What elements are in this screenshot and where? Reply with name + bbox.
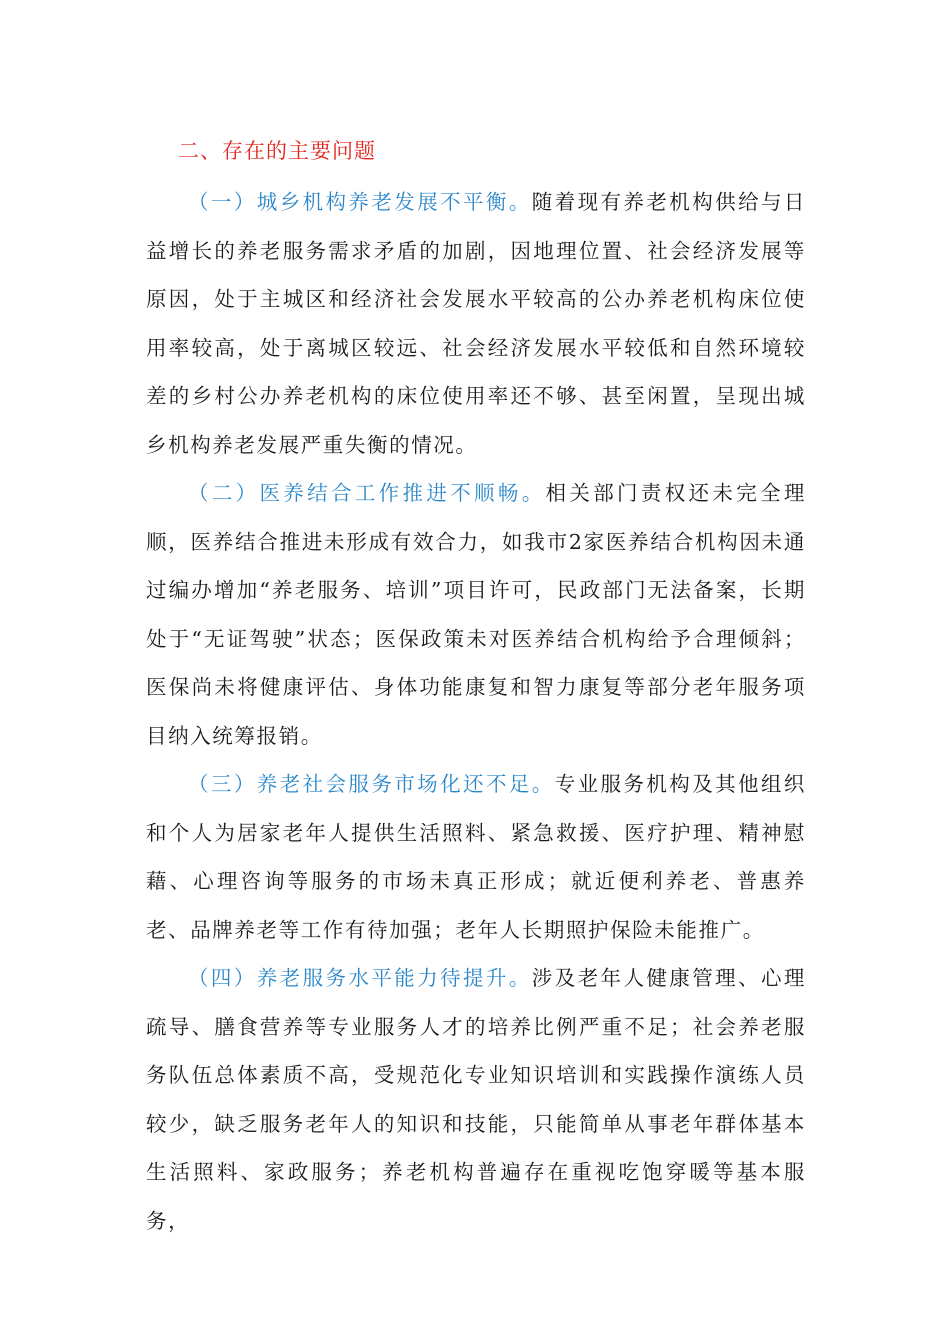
paragraph-1 (146, 178, 806, 469)
paragraph-2 (146, 469, 806, 760)
paragraph-4 (146, 954, 806, 1245)
document-body (146, 178, 806, 1245)
paragraph-2-title: （二）医养结合工作推进不顺畅。 (188, 481, 546, 505)
paragraph-2-body: 相关部门责权还未完全理顺，医养结合推进未形成有效合力，如我市2家医养结合机构因未通过编办增加“养老服务、培训”项目许可，民政部门无法备案，长期处于“无证驾驶”状态；医保政策未对医养结合机构给予合理倾斜；医保尚未将健康评估、身体功能康复和智力康复等部分老年服务项目纳入统筹报销。 (146, 481, 807, 748)
paragraph-1-body: 随着现有养老机构供给与日益增长的养老服务需求矛盾的加剧，因地理位置、社会经济发展等原因，处于主城区和经济社会发展水平较高的公办养老机构床位使用率较高，处于离城区较远、社会经济发展水平较低和自然环境较差的乡村公办养老机构的床位使用率还不够、甚至闲置，呈现出城乡机构养老发展严重失衡的情况。 (146, 190, 807, 457)
paragraph-4-title: （四）养老服务水平能力待提升。 (188, 966, 532, 990)
section-heading: 二、存在的主要问题 (178, 139, 376, 163)
paragraph-3-title: （三）养老社会服务市场化还不足。 (188, 772, 555, 796)
paragraph-4-body: 涉及老年人健康管理、心理疏导、膳食营养等专业服务人才的培养比例严重不足；社会养老服务队伍总体素质不高，受规范化专业知识培训和实践操作演练人员较少，缺乏服务老年人的知识和技能，只能简单从事老年群体基本生活照料、家政服务；养老机构普遍存在重视吃饱穿暖等基本服务， (146, 966, 807, 1233)
paragraph-1-title: （一）城乡机构养老发展不平衡。 (188, 190, 532, 214)
paragraph-3-body: 专业服务机构及其他组织和个人为居家老年人提供生活照料、紧急救援、医疗护理、精神慰藉、心理咨询等服务的市场未真正形成；就近便利养老、普惠养老、品牌养老等工作有待加强；老年人长期照护保险未能推广。 (146, 772, 806, 942)
paragraph-3 (146, 760, 806, 954)
